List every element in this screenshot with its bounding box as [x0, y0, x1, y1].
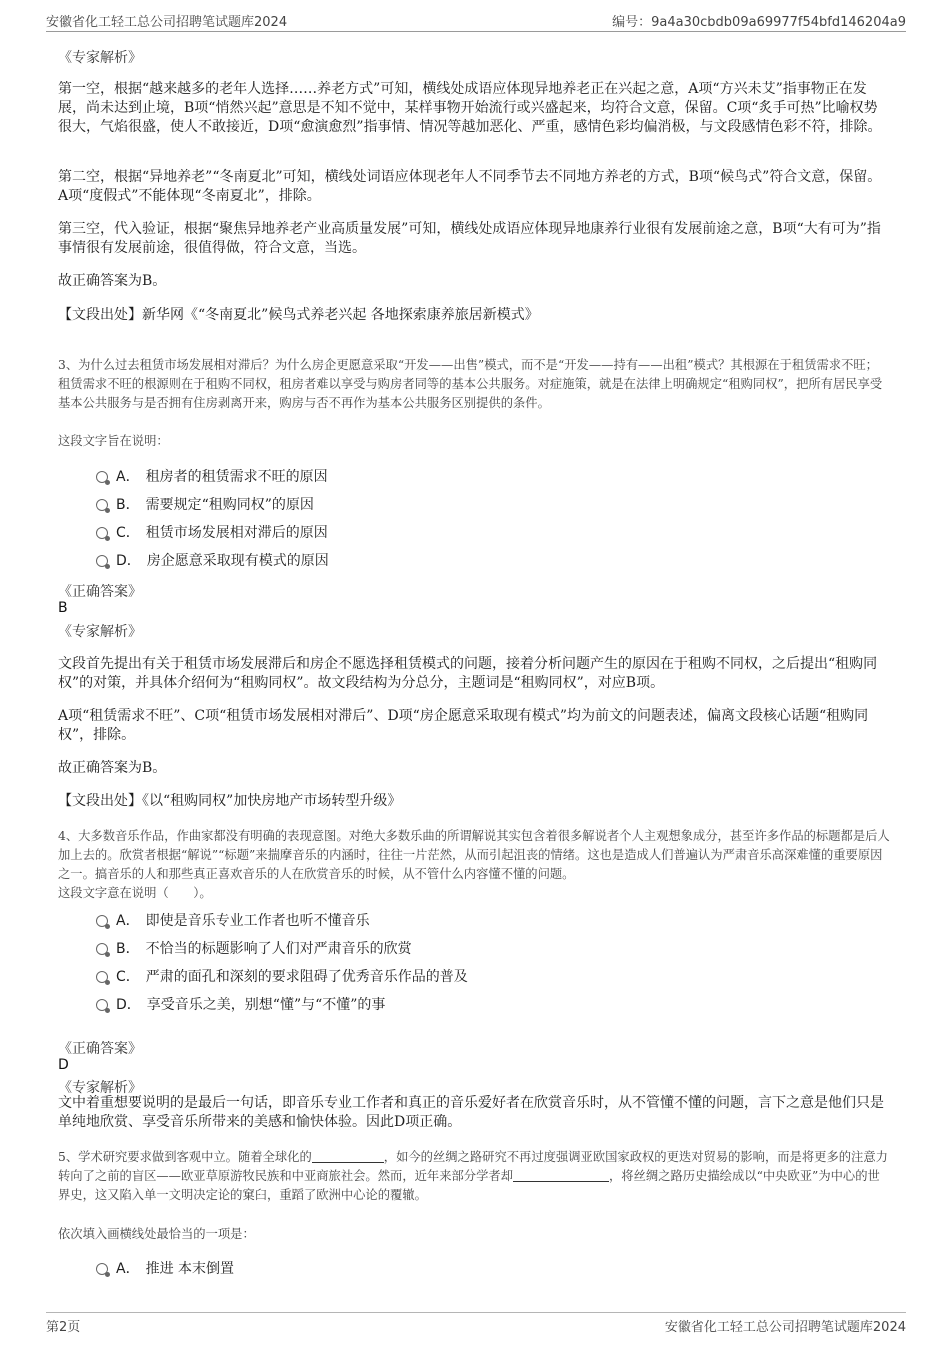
radio-icon[interactable]: [96, 499, 108, 511]
conclusion: 故正确答案为B。: [58, 273, 167, 289]
expert-analysis-label: 《专家解析》: [58, 1080, 142, 1096]
analysis-paragraph: 文段首先提出有关于租赁市场发展滞后和房企不愿选择租赁模式的问题，接着分析问题产生的原因在于租购不同权，之后提出“租购同权”的对策，并具体介绍何为“租购同权”。故文段结构为分总分，主题词是“租购同权”，对应B项。: [58, 656, 878, 691]
fill-blank-1: [312, 1150, 384, 1163]
option-a[interactable]: A． 即使是音乐专业工作者也听不懂音乐: [96, 910, 370, 930]
conclusion: 故正确答案为B。: [58, 760, 167, 776]
radio-icon[interactable]: [96, 1263, 108, 1275]
option-a[interactable]: A． 租房者的租赁需求不旺的原因: [96, 466, 328, 486]
analysis-paragraph: 第一空，根据“越来越多的老年人选择……养老方式”可知，横线处成语应体现异地养老正在兴起之意，A项“方兴未艾”指事物正在发展，尚未达到止境，B项“悄然兴起”意思是不知不觉中，某样事物开始流行或兴盛起来，均符合文意，保留。C项“炙手可热”比喻权势很大，气焰很盛，使人不敢接近，D项“愈演愈烈”指事情、情况等越加恶化、严重，感情色彩均偏消极，与文段感情色彩不符，排除。: [58, 81, 882, 135]
option-c[interactable]: C． 租赁市场发展相对滞后的原因: [96, 522, 328, 542]
question-stem: 3、为什么过去租赁市场发展相对滞后？为什么房企更愿意采取“开发——出售”模式，而不是“开发——持有——出租”模式？其根源在于租赁需求不旺；租赁需求不旺的根源则在于租购不同权，租房者难以享受与购房者同等的基本公共服务。对症施策，就是在法律上明确规定“租购同权”，把所有居民享受基本公共服务与是否拥有住房剥离开来，购房与否不再作为基本公共服务区别提供的条件。: [58, 358, 883, 410]
analysis-paragraph: 文中着重想要说明的是最后一句话，即音乐专业工作者和真正的音乐爱好者在欣赏音乐时，从不管懂不懂的问题，言下之意是他们只是单纯地欣赏、享受音乐所带来的美感和愉快体验。因此D项正确。: [58, 1095, 884, 1130]
radio-icon[interactable]: [96, 943, 108, 955]
page-header: [46, 9, 906, 32]
option-d[interactable]: D． 房企愿意采取现有模式的原因: [96, 550, 329, 570]
analysis-paragraph: 第二空，根据“异地养老”“冬南夏北”可知，横线处词语应体现老年人不同季节去不同地方养老的方式，B项“候鸟式”符合文意，保留。A项“度假式”不能体现“冬南夏北”，排除。: [58, 169, 882, 204]
source-citation: 【文段出处】《以“租购同权”加快房地产市场转型升级》: [58, 793, 402, 809]
expert-analysis-label: 《专家解析》: [58, 50, 142, 66]
radio-icon[interactable]: [96, 471, 108, 483]
expert-analysis-label: 《专家解析》: [58, 624, 142, 640]
page-number: 第2页: [46, 1320, 81, 1335]
analysis-paragraph: A项“租赁需求不旺”、C项“租赁市场发展相对滞后”、D项“房企愿意采取现有模式”均为前文的问题表述，偏离文段核心话题“租购同权”，排除。: [58, 708, 869, 743]
source-citation: 【文段出处】新华网《“冬南夏北”候鸟式养老兴起 各地探索康养旅居新模式》: [58, 307, 539, 323]
question-prompt: 依次填入画横线处最恰当的一项是：: [58, 1227, 255, 1241]
footer-title: 安徽省化工轻工总公司招聘笔试题库2024: [664, 1320, 906, 1335]
radio-icon[interactable]: [96, 999, 108, 1011]
radio-icon[interactable]: [96, 915, 108, 927]
correct-answer: B: [58, 600, 68, 616]
option-c[interactable]: C． 严肃的面孔和深刻的要求阻碍了优秀音乐作品的普及: [96, 966, 468, 986]
analysis-paragraph: 第三空，代入验证，根据“聚焦异地养老产业高质量发展”可知，横线处成语应体现异地康养行业很有发展前途之意，B项“大有可为”指事情很有发展前途，很值得做，符合文意，当选。: [58, 221, 881, 256]
correct-answer: D: [58, 1057, 69, 1073]
option-b[interactable]: B． 不恰当的标题影响了人们对严肃音乐的欣赏: [96, 938, 412, 958]
radio-icon[interactable]: [96, 555, 108, 567]
header-title: 安徽省化工轻工总公司招聘笔试题库2024: [46, 15, 288, 30]
question-stem: 5、学术研究要求做到客观中立。随着全球化的 ，如今的丝绸之路研究不再过度强调亚欧国家政权的更迭对贸易的影响，而是将更多的注意力转向了之前的盲区——欧亚草原游牧民族和中亚商旅社会。然而，近年来部分学者却 ，将丝绸之路历史描绘成以“中央欧亚”为中心的世界史，这又陷入单一文明决定论的窠臼，重蹈了欧洲中心论的覆辙。: [58, 1150, 888, 1202]
question-prompt: 这段文字旨在说明：: [58, 434, 169, 448]
option-a[interactable]: A． 推进 本末倒置: [96, 1258, 234, 1278]
question-stem: 4、大多数音乐作品，作曲家都没有明确的表现意图。对绝大多数乐曲的所谓解说其实包含着很多解说者个人主观想象成分，甚至许多作品的标题都是后人加上去的。欣赏者根据“解说”“标题”来揣摩音乐的内涵时，往往一片茫然，从而引起沮丧的情绪。这也是造成人们普遍认为严肃音乐高深难懂的重要原因之一。搞音乐的人和那些真正喜欢音乐的人在欣赏音乐的时候，从不管什么内容懂不懂的问题。: [58, 829, 890, 881]
option-b[interactable]: B． 需要规定“租购同权”的原因: [96, 494, 314, 514]
correct-answer-label: 《正确答案》: [58, 584, 142, 600]
radio-icon[interactable]: [96, 971, 108, 983]
correct-answer-label: 《正确答案》: [58, 1041, 142, 1057]
radio-icon[interactable]: [96, 527, 108, 539]
page-footer: [46, 1312, 906, 1339]
fill-blank-2: [513, 1169, 609, 1182]
document-id: 编号：9a4a30cbdb09a69977f54bfd146204a9: [612, 15, 906, 30]
option-d[interactable]: D． 享受音乐之美，别想“懂”与“不懂”的事: [96, 994, 385, 1014]
question-prompt: 这段文字意在说明（ ）。: [58, 886, 212, 900]
